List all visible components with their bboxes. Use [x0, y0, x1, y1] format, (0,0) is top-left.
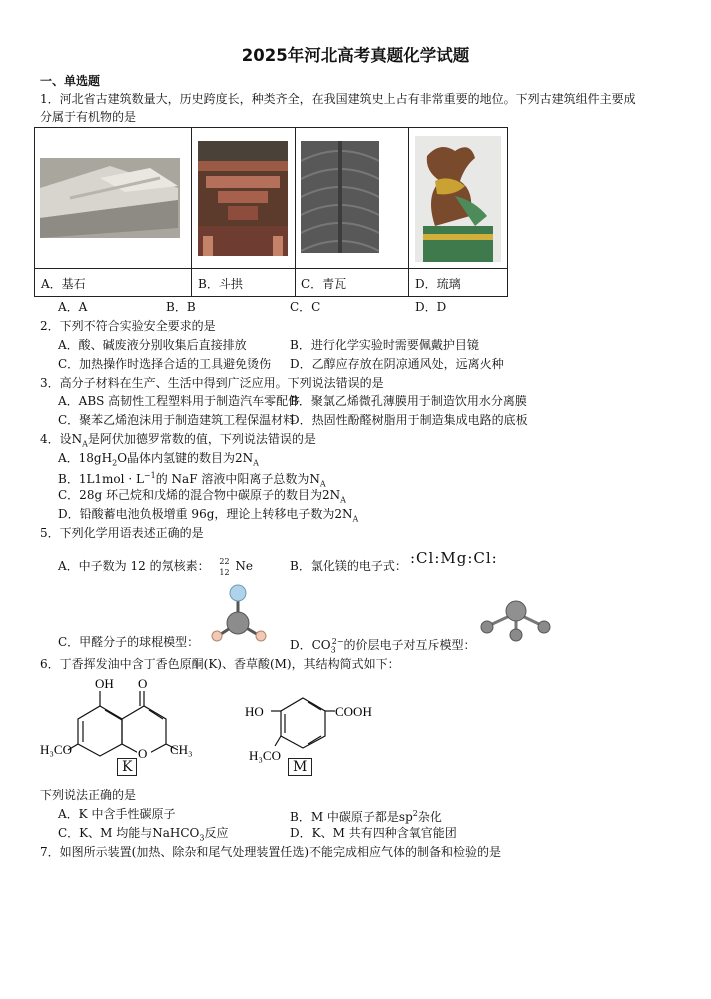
q1-caption-a: A．基石: [41, 277, 86, 291]
q6-stem: 6．丁香挥发油中含丁香色原酮(K)、香草酸(M)，其结构简式如下：: [40, 657, 400, 671]
svg-text:O: O: [138, 676, 148, 691]
dougong-bracket-image: [198, 141, 288, 256]
co3-vsepr-model: [478, 598, 553, 643]
q1-choice-b: B．B: [166, 300, 196, 314]
grey-tile-image: [301, 141, 379, 253]
q2-option-a: A．酸、碱废液分别收集后直接排放: [58, 338, 247, 352]
q5-option-d: D．$CO_3^{2-}$的价层电子对互斥模型：: [290, 637, 476, 655]
q1-caption-c: C．青瓦: [301, 277, 347, 291]
q4-option-c: C．28g 环己烷和戊烯的混合物中碳原子的数目为$2N_A$: [58, 488, 346, 505]
mgcl2-electron-formula: :Cl:Mg:Cl:: [410, 549, 498, 567]
q1-choice-a: A．A: [58, 300, 88, 314]
compound-m-structure: [243, 690, 393, 770]
q1-stem-line1: 1．河北省古建筑数量大，历史跨度长，种类齐全，在我国建筑史上占有非常重要的地位。下列古建筑组件主要成: [40, 92, 636, 106]
q3-stem: 3．高分子材料在生产、生活中得到广泛应用。下列说法错误的是: [40, 376, 384, 390]
q7-stem: 7．如图所示装置(加热、除杂和尾气处理装置任选)不能完成相应气体的制备和检验的是: [40, 845, 502, 859]
q1-choice-d: D．D: [415, 300, 447, 314]
q5-option-c: C．甲醛分子的球棍模型：: [58, 635, 200, 649]
svg-text:COOH: COOH: [335, 704, 372, 719]
stone-foundation-image: [40, 158, 180, 238]
svg-text:O: O: [138, 746, 148, 761]
q6-ask: 下列说法正确的是: [40, 788, 137, 802]
compound-m-label: M: [288, 758, 312, 776]
q2-option-b: B．进行化学实验时需要佩戴护目镜: [290, 338, 479, 352]
q4-option-b: B．$1L1mol \cdot L^{-1}$的 NaF 溶液中阳离子总数为$N_A$: [58, 471, 326, 489]
compound-k-label: K: [117, 758, 137, 776]
q2-stem: 2．下列不符合实验安全要求的是: [40, 319, 216, 333]
q5-stem: 5．下列化学用语表述正确的是: [40, 526, 204, 540]
page-title: 2025年河北高考真题化学试题: [241, 46, 470, 65]
glazed-dragon-image: [415, 136, 501, 262]
q4-option-a: A．$18gH_2O$晶体内氢键的数目为$2N_A$: [58, 451, 259, 468]
q1-stem-line2: 分属于有机物的是: [40, 110, 137, 124]
q1-caption-d: D．琉璃: [415, 277, 461, 291]
q1-image-table: [34, 127, 508, 297]
q3-option-c: C．聚苯乙烯泡沫用于制造建筑工程保温材料: [58, 413, 296, 427]
q1-caption-b: B．斗拱: [198, 277, 243, 291]
section-heading: 一、单选题: [40, 74, 101, 88]
q6-option-c: C．K、M 均能与NaHCO$_3$反应: [58, 826, 229, 843]
q6-option-a: A．K 中含手性碳原子: [58, 807, 176, 821]
svg-text:CH₃: CH₃: [170, 742, 193, 757]
svg-text:HO: HO: [245, 704, 264, 719]
svg-text:OH: OH: [95, 676, 114, 691]
q2-option-c: C．加热操作时选择合适的工具避免烫伤: [58, 357, 272, 371]
q1-choice-c: C．C: [290, 300, 321, 314]
q5-option-a: A．中子数为 12 的氖核素： 22 12 Ne: [58, 556, 254, 577]
q3-option-d: D．热固性酚醛树脂用于制造集成电路的底板: [290, 413, 528, 427]
q4-option-d: D．铅酸蓄电池负极增重 96g，理论上转移电子数为$2N_A$: [58, 507, 359, 524]
q4-stem: 4．设$N_A$是阿伏加德罗常数的值，下列说法错误的是: [40, 432, 316, 449]
formaldehyde-ball-stick-model: [204, 583, 274, 643]
q2-option-d: D．乙醇应存放在阴凉通风处，远离火种: [290, 357, 504, 371]
q5-option-b: B．氯化镁的电子式：: [290, 559, 407, 573]
svg-text:H₃CO: H₃CO: [249, 748, 281, 763]
q3-option-a: A．ABS 高韧性工程塑料用于制造汽车零配件: [58, 394, 301, 408]
q6-option-d: D．K、M 共有四种含氧官能团: [290, 826, 457, 840]
svg-text:H₃CO: H₃CO: [40, 742, 72, 757]
q6-option-b: B．M 中碳原子都是$sp^2$杂化: [290, 809, 442, 824]
q3-option-b: B．聚氯乙烯微孔薄膜用于制造饮用水分离膜: [290, 394, 527, 408]
